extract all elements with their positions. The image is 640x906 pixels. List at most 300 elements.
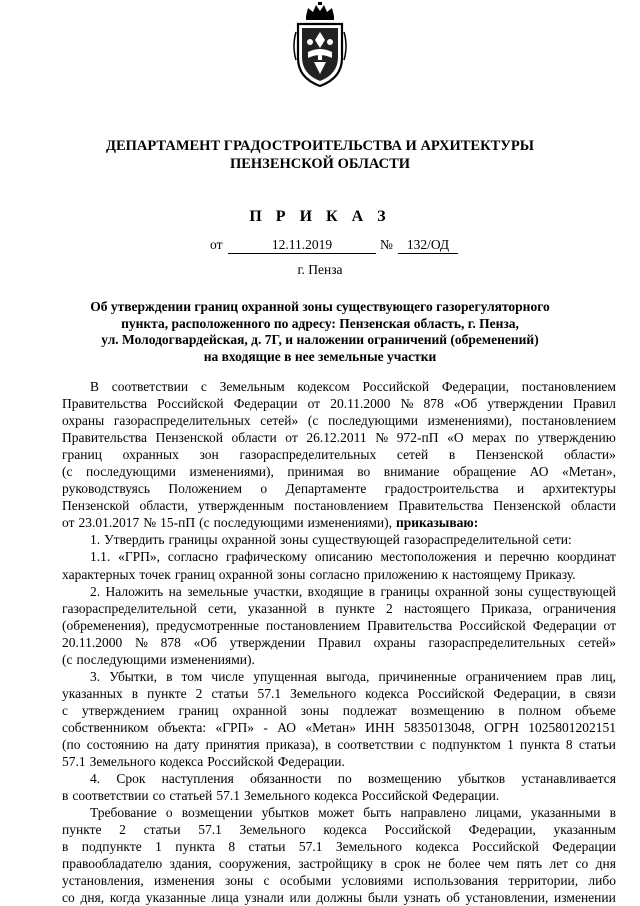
- body-word: настоящему: [452, 566, 522, 582]
- body-word: указанной: [247, 600, 307, 616]
- body-word: установления,: [62, 873, 144, 889]
- body-word: постановлением: [294, 498, 389, 514]
- body-word: статьи: [143, 822, 181, 838]
- body-word: 57.1: [198, 822, 222, 838]
- body-word: лет: [549, 856, 569, 872]
- body-word: выгода,: [326, 668, 370, 684]
- body-word: правообладателю: [62, 856, 163, 872]
- body-word: местоположения: [380, 549, 477, 565]
- body-word: охранной: [434, 583, 490, 599]
- department-name-line-2: ПЕНЗЕНСКОЙ ОБЛАСТИ: [229, 156, 411, 172]
- subject-line: на входящие в нее земельные участки: [203, 348, 437, 364]
- body-word: указанных: [62, 685, 123, 701]
- body-line: [62, 787, 616, 804]
- department-name-line-1: ДЕПАРТАМЕНТ ГРАДОСТРОИТЕЛЬСТВА И АРХИТЕКТУРЫ: [105, 138, 535, 154]
- body-word: постановлением: [521, 413, 616, 429]
- body-word: возмещению: [410, 702, 485, 718]
- body-word: утвержденным: [198, 498, 284, 514]
- body-word: в: [368, 583, 376, 599]
- body-word: полном: [518, 702, 562, 718]
- body-word: зоны: [494, 583, 523, 599]
- body-word: охраны: [62, 413, 105, 429]
- body-word: (с: [62, 464, 73, 480]
- body-word: Приказу.: [525, 566, 576, 582]
- body-word: Российской: [362, 379, 430, 394]
- order-subject: [0, 299, 640, 365]
- body-word: 2: [119, 822, 126, 838]
- body-word: 1.1.: [90, 549, 111, 565]
- body-word: перечню: [499, 549, 550, 565]
- body-word: и: [517, 481, 525, 497]
- body-word: по: [514, 430, 529, 446]
- body-word: приложению: [363, 566, 438, 582]
- body-word: области»: [564, 447, 616, 463]
- body-word: газораспределительных: [428, 634, 566, 650]
- body-word: Правительства: [367, 617, 453, 633]
- date-prefix: от: [210, 237, 223, 252]
- body-word: должны: [316, 890, 363, 906]
- body-word: Наложить: [105, 583, 164, 599]
- body-word: статьей: [169, 788, 213, 804]
- body-word: 15-пП: [160, 515, 196, 531]
- body-word: описанию: [314, 549, 373, 565]
- body-word: ОГРН: [484, 719, 519, 735]
- body-word: «Об: [453, 396, 478, 412]
- body-word: указанные: [145, 890, 206, 906]
- body-word: зоны: [300, 702, 329, 718]
- body-word: границ: [178, 702, 219, 718]
- body-word: Утвердить: [104, 532, 165, 548]
- body-word: графическому: [225, 549, 307, 565]
- city: г. Пенза: [297, 262, 343, 277]
- body-word: последующими: [213, 515, 304, 531]
- body-word: приказа),: [265, 736, 319, 752]
- body-word: указанными: [530, 805, 601, 821]
- body-word: 1: [155, 839, 162, 855]
- body-word: в: [62, 839, 69, 855]
- body-word: 878: [160, 634, 181, 650]
- body-word: кодекса: [159, 754, 204, 770]
- body-word: узнать: [403, 890, 441, 906]
- body-line: [62, 566, 616, 583]
- body-word: в: [131, 685, 139, 701]
- body-word: узнали: [244, 890, 284, 906]
- body-word: лицами,: [475, 805, 522, 821]
- body-word: (обременения),: [62, 617, 150, 633]
- body-word: быть: [363, 805, 392, 821]
- body-word: земельные: [187, 583, 249, 599]
- body-line: [62, 736, 616, 753]
- body-word: со: [152, 788, 166, 804]
- body-word: зоны: [224, 873, 254, 889]
- body-word: статьи: [211, 685, 249, 701]
- body-word: состоянию: [86, 736, 149, 752]
- body-word: от: [307, 396, 321, 412]
- body-line: [62, 463, 616, 480]
- body-word: сетей»: [260, 413, 299, 429]
- order-date: 12.11.2019: [228, 236, 376, 254]
- body-word: о: [260, 481, 268, 497]
- body-word: не: [427, 856, 441, 872]
- body-word: зон: [199, 447, 219, 463]
- body-line: [62, 702, 616, 719]
- body-word: границ: [62, 447, 102, 463]
- body-word: утверждению: [537, 430, 616, 446]
- body-word: о: [165, 805, 173, 821]
- body-word: Пензенской: [475, 447, 544, 463]
- body-line: [62, 889, 616, 906]
- body-word: последующими: [328, 413, 419, 429]
- body-word: последующими: [86, 464, 176, 480]
- subject-line: Об утверждении границ охранной зоны существующего газорегуляторного: [90, 299, 550, 314]
- coat-of-arms-emblem: [292, 2, 348, 88]
- body-word: лиц,: [591, 668, 616, 684]
- body-word: области,: [139, 498, 188, 514]
- body-word: изменениями).: [170, 651, 255, 667]
- body-word: Земельным: [219, 379, 285, 394]
- body-word: подпункте: [81, 839, 142, 855]
- body-word: Правил: [573, 396, 616, 412]
- body-word: когда: [109, 890, 141, 906]
- body-word: Федерации,: [468, 822, 536, 838]
- body-word: Российской: [459, 617, 526, 633]
- body-word: Земельного: [239, 822, 306, 838]
- body-word: 57.1: [216, 788, 241, 804]
- body-line: [62, 838, 616, 855]
- body-word: охранной: [221, 532, 276, 548]
- body-word: Правил: [318, 634, 361, 650]
- emphasis-word: приказываю:: [395, 515, 479, 531]
- body-word: Пензенской: [62, 498, 130, 514]
- body-word: архитектуры: [542, 481, 616, 497]
- body-word: собственником: [62, 719, 149, 735]
- body-word: сети,: [208, 600, 237, 616]
- body-word: газораспределительной: [403, 532, 539, 548]
- body-word: (с: [307, 413, 319, 429]
- body-word: газораспределительных: [113, 413, 251, 429]
- body-word: в: [324, 736, 332, 752]
- body-word: во: [357, 464, 371, 480]
- body-word: Российской: [417, 685, 485, 701]
- body-word: постановлением: [265, 617, 361, 633]
- body-word: внимание: [383, 464, 440, 480]
- body-word: может: [318, 805, 355, 821]
- body-word: Федерации,: [441, 379, 509, 394]
- body-word: согласно: [167, 549, 219, 565]
- body-word: обязанности: [250, 771, 322, 787]
- body-word: 57.1: [298, 839, 323, 855]
- body-word: Земельного: [244, 788, 311, 804]
- body-line: [62, 429, 616, 446]
- body-word: кодекса: [314, 788, 358, 804]
- body-word: существующей: [528, 583, 616, 599]
- body-line: [62, 821, 616, 838]
- body-word: или: [289, 890, 311, 906]
- body-word: Федерации: [233, 396, 298, 412]
- body-word: со: [575, 856, 589, 872]
- body-word: Российской: [361, 788, 429, 804]
- body-word: охраны: [373, 634, 416, 650]
- body-word: мерах: [472, 430, 507, 446]
- body-line: [62, 412, 616, 429]
- body-word: в: [569, 685, 576, 701]
- body-word: связи: [584, 685, 616, 701]
- body-word: последующими: [76, 651, 167, 667]
- body-word: 2: [386, 600, 393, 616]
- body-word: «ГРП»,: [118, 549, 161, 565]
- body-word: более: [448, 856, 481, 872]
- subject-line: пункта, расположенного по адресу: Пензенская область, г. Пенза,: [121, 315, 519, 331]
- body-line: [62, 855, 616, 872]
- body-line: [62, 446, 616, 463]
- body-word: постановлением: [521, 379, 616, 394]
- body-word: кодекса: [415, 839, 459, 855]
- body-word: Пензенской: [155, 430, 223, 446]
- number-prefix: №: [380, 237, 393, 252]
- body-word: в: [380, 856, 387, 872]
- body-word: изменении: [554, 890, 616, 906]
- body-line: [62, 872, 616, 889]
- body-word: в: [62, 788, 69, 804]
- body-word: возмещению: [367, 771, 442, 787]
- body-word: №: [400, 396, 414, 412]
- body-word: ИНН: [365, 719, 395, 735]
- body-word: 57.1: [257, 685, 282, 701]
- body-line: [62, 668, 616, 685]
- body-word: пункте: [335, 600, 375, 616]
- body-word: в: [448, 447, 456, 463]
- body-word: дату: [174, 736, 200, 752]
- body-word: 8: [228, 839, 236, 855]
- body-word: №: [375, 430, 389, 446]
- body-word: В: [90, 379, 100, 394]
- body-word: обращение: [452, 464, 517, 480]
- body-word: зоны: [277, 566, 306, 582]
- body-word: прав: [555, 668, 583, 684]
- body-word: использования: [413, 873, 499, 889]
- body-word: 23.01.2017: [78, 515, 140, 531]
- body-word: с: [263, 873, 270, 889]
- body-word: руководствуясь: [62, 481, 151, 497]
- body-line: [62, 617, 616, 634]
- body-word: Российской: [384, 822, 451, 838]
- body-word: от: [603, 617, 616, 633]
- body-word: 20.11.2000: [330, 396, 391, 412]
- body-word: области: [231, 430, 277, 446]
- body-word: 26.12.2011: [306, 430, 367, 446]
- body-word: подпунктом: [432, 736, 501, 752]
- body-line: [62, 531, 616, 548]
- body-word: (с: [199, 515, 210, 531]
- body-word: с: [62, 702, 68, 718]
- body-line: [62, 634, 616, 651]
- body-word: охранной: [232, 702, 287, 718]
- body-word: «Об: [193, 634, 217, 650]
- body-word: убытков: [261, 805, 310, 821]
- body-word: устанавливается: [521, 771, 616, 787]
- body-word: границы: [168, 532, 218, 548]
- body-word: координат: [557, 549, 616, 565]
- order-title: П Р И К А З: [249, 208, 391, 225]
- body-word: объекта:: [157, 719, 207, 735]
- body-word: настоящего: [403, 600, 470, 616]
- body-word: Правительства: [62, 430, 147, 446]
- body-word: кодексом: [297, 379, 350, 394]
- body-word: ограничения: [543, 600, 616, 616]
- body-word: сетей: [396, 447, 429, 463]
- body-word: существующей: [312, 532, 400, 548]
- body-word: направлено: [400, 805, 467, 821]
- body-line: [62, 497, 616, 514]
- body-word: Правительства: [398, 498, 484, 514]
- body-word: (с: [62, 651, 73, 667]
- body-word: согласно: [309, 566, 360, 582]
- body-line: [62, 548, 616, 565]
- body-word: 1025801202151: [528, 719, 616, 735]
- body-word: Правительства: [62, 396, 147, 412]
- body-word: Федерации,: [493, 685, 561, 701]
- body-word: 57.1: [62, 754, 86, 770]
- body-word: числе: [211, 668, 245, 684]
- body-word: причиненные: [378, 668, 457, 684]
- body-word: об: [446, 890, 460, 906]
- body-word: от: [285, 430, 298, 446]
- body-word: газораспределительной: [62, 600, 197, 616]
- body-word: Федерации.: [432, 788, 500, 804]
- body-word: 2: [195, 685, 203, 701]
- body-line: [62, 600, 616, 617]
- body-word: границ: [174, 566, 215, 582]
- body-word: входящие: [307, 583, 364, 599]
- body-word: охранной: [218, 566, 274, 582]
- body-line: [62, 719, 616, 736]
- body-word: 3.: [90, 668, 101, 684]
- body-word: пять: [516, 856, 543, 872]
- body-word: указанным: [553, 822, 616, 838]
- body-word: 20.11.2000: [62, 634, 123, 650]
- body-word: Приказа,: [481, 600, 532, 616]
- body-line: [62, 770, 616, 787]
- body-word: АО: [529, 464, 549, 480]
- body-word: установлении,: [465, 890, 549, 906]
- body-word: соответствии: [72, 788, 149, 804]
- body-word: убытков: [457, 771, 506, 787]
- body-line: [62, 753, 616, 770]
- body-word: здания,: [169, 856, 212, 872]
- body-word: пункте: [147, 685, 187, 701]
- body-word: том: [181, 668, 203, 684]
- body-word: в: [317, 600, 325, 616]
- body-word: Земельного: [290, 685, 357, 701]
- body-word: и: [484, 549, 492, 565]
- body-word: области: [570, 498, 616, 514]
- body-word: Федерации.: [277, 754, 345, 770]
- body-word: статьи: [578, 736, 616, 752]
- body-word: в: [498, 702, 505, 718]
- body-word: Российской: [472, 839, 539, 855]
- body-word: 1.: [90, 532, 101, 548]
- body-word: ограничением: [465, 668, 547, 684]
- body-word: со: [62, 890, 75, 906]
- body-word: в: [166, 668, 173, 684]
- body-word: Убытки,: [109, 668, 157, 684]
- body-word: принятия: [205, 736, 260, 752]
- body-word: градостроительства: [384, 481, 499, 497]
- body-word: территории,: [508, 873, 579, 889]
- body-word: пункта: [175, 839, 215, 855]
- body-word: №: [134, 634, 148, 650]
- body-word: 5835013048,: [403, 719, 475, 735]
- body-word: Требование: [90, 805, 157, 821]
- body-word: охранных: [122, 447, 179, 463]
- body-word: утверждении: [229, 634, 306, 650]
- body-line: [62, 651, 616, 668]
- body-word: Положением: [168, 481, 243, 497]
- body-word: Федерации: [532, 617, 597, 633]
- body-word: с: [419, 736, 426, 752]
- body-word: принимая: [287, 464, 344, 480]
- body-word: Российской: [157, 396, 224, 412]
- body-word: «Метан»,: [561, 464, 616, 480]
- body-word: «О: [447, 430, 464, 446]
- body-word: возмещении: [181, 805, 253, 821]
- body-word: участки,: [253, 583, 303, 599]
- body-word: утверждении: [487, 396, 563, 412]
- body-word: на: [154, 736, 169, 752]
- body-word: дня,: [80, 890, 105, 906]
- body-word: точек: [139, 566, 171, 582]
- body-word: упущенная: [253, 668, 318, 684]
- body-word: были: [367, 890, 398, 906]
- body-word: соответствии: [337, 736, 414, 752]
- body-word: застройщику: [298, 856, 374, 872]
- body-word: особыми: [279, 873, 332, 889]
- body-word: Пензенской: [493, 498, 561, 514]
- body-word: газораспределительных: [239, 447, 377, 463]
- body-word: объеме: [575, 702, 616, 718]
- body-word: с: [200, 379, 207, 394]
- body-word: 972-пП: [396, 430, 439, 446]
- body-word: АО: [277, 719, 297, 735]
- body-line: [62, 480, 616, 497]
- body-word: статьи: [248, 839, 286, 855]
- body-word: сетей»: [577, 634, 616, 650]
- body-word: 1: [507, 736, 514, 752]
- body-word: предусмотренные: [156, 617, 259, 633]
- body-word: пункта: [520, 736, 560, 752]
- body-word: к: [441, 566, 449, 582]
- body-word: подлежат: [342, 702, 397, 718]
- body-word: дня: [595, 856, 616, 872]
- body-word: соответствии: [111, 379, 189, 394]
- body-word: кодекса: [365, 685, 409, 701]
- body-word: 878: [423, 396, 444, 412]
- body-line: [62, 685, 616, 702]
- body-word: лица: [211, 890, 239, 906]
- body-line: [62, 395, 616, 412]
- body-word: границы: [380, 583, 430, 599]
- body-word: на: [168, 583, 182, 599]
- body-word: Земельного: [335, 839, 403, 855]
- body-word: условиями: [341, 873, 404, 889]
- body-word: сооружения,: [219, 856, 291, 872]
- body-word: изменениями),: [427, 413, 513, 429]
- body-word: -: [263, 719, 268, 735]
- body-word: от: [62, 515, 75, 531]
- body-word: утверждением: [81, 702, 165, 718]
- body-word: по: [337, 771, 352, 787]
- body-word: «ГРП»: [215, 719, 255, 735]
